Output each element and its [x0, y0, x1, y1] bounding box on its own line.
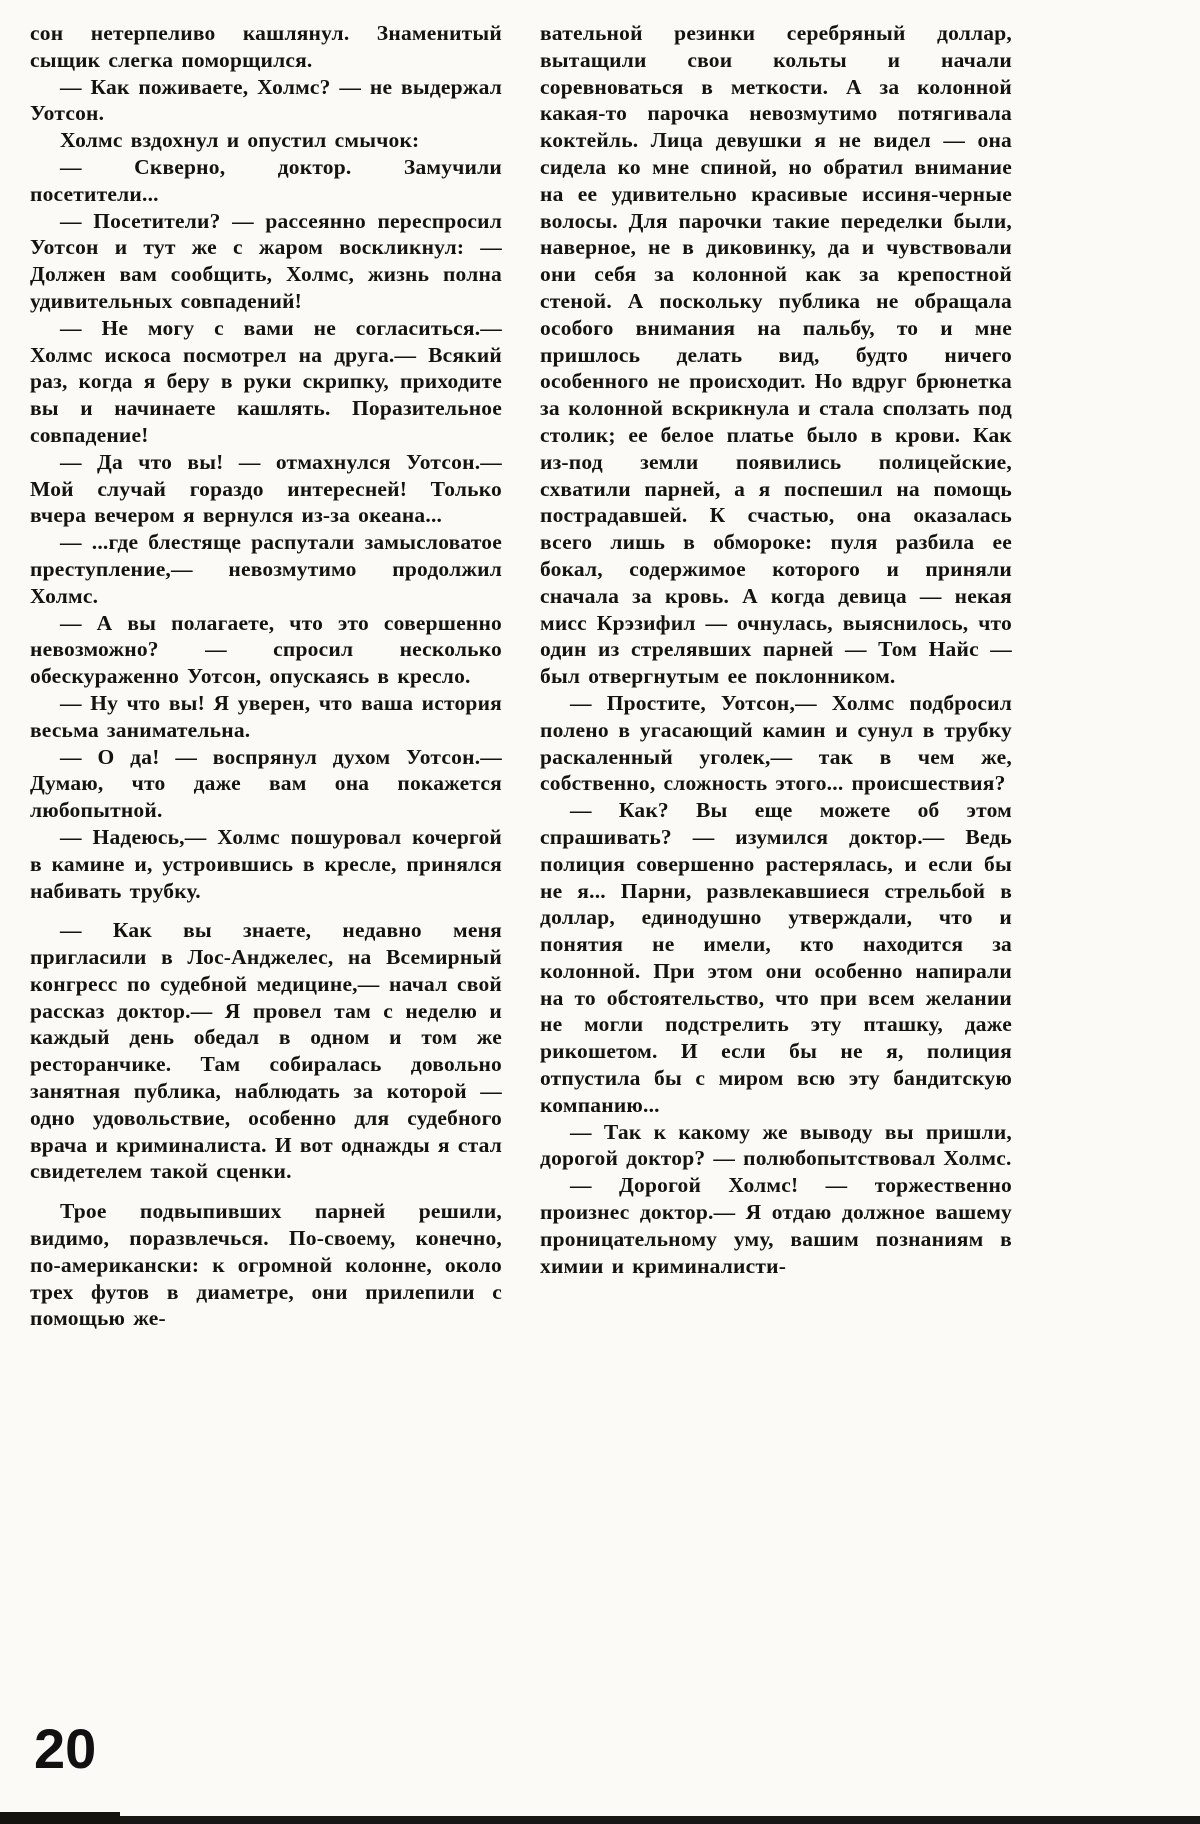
paragraph: — Скверно, доктор. Замучили посетители...	[30, 154, 502, 206]
paragraph: — Да что вы! — отмахнулся Уотсон.— Мой случай гораздо интересней! Только вчера вечером я вернулся из-за океана...	[30, 449, 502, 528]
paragraph: — ...где блестяще распутали замысловатое преступление,— невозмутимо продолжил Холмс.	[30, 530, 502, 608]
paragraph: — Посетители? — рассеянно переспросил Уотсон и тут же с жаром воскликнул: — Должен вам сообщить, Холмс, жизнь полна удивительных совпадений!	[30, 208, 502, 313]
page-number: 20	[34, 1717, 97, 1780]
scan-edge-artifact	[0, 1816, 1200, 1824]
paragraph: Холмс вздохнул и опустил смычок:	[60, 128, 420, 153]
paragraph: вательной резинки серебряный доллар, вытащили свои кольты и начали соревноваться в меткости. А за колонной какая-то парочка невозмутимо потягивала коктейль. Лица девушки я не видел — она сидела ко мне спиной, но обратил внимание на ее удивительно красивые иссиня-черные волосы. Для парочки такие переделки были, наверное, не в диковинку, да и чувствовали они себя за колонной как за крепостной стеной. А поскольку публика не обращала особого внимания на пальбу, то и мне пришлось делать вид, будто ничего особенного не происходит. Но вдруг брюнетка за колонной вскрикнула и стала сползать под столик; ее белое платье было в крови. Как из-под земли появились полицейские, схватили парней, а я поспешил на помощь пострадавшей. К счастью, она оказалась всего лишь в обмороке: пуля разбила ее бокал, содержимое которого и приняли сначала за кровь. А когда девица — некая мисс Крэзифил — очнулась, выяснилось, что один из стрелявших парней — Том Найс — был отвергнутым ее поклонником.	[540, 21, 1012, 689]
paragraph: сон нетерпеливо кашлянул. Знаменитый сыщик слегка поморщился.	[30, 21, 502, 72]
paragraph: — Ну что вы! Я уверен, что ваша история весьма занимательна.	[30, 690, 502, 742]
paragraph: Трое подвыпивших парней решили, видимо, поразвлечься. По-своему, конечно, по-американски: к огромной колонне, около трех футов в диаметре, они прилепили с помощью же-	[30, 1199, 502, 1331]
left-column	[30, 20, 502, 1332]
paragraph: — Как? Вы еще можете об этом спрашивать? — изумился доктор.— Ведь полиция совершенно растерялась, и если бы не я... Парни, развлекавшиеся стрельбой в доллар, единодушно утверждали, что и понятия не имели, кто находится за колонной. При этом они особенно напирали на то обстоятельство, что при всем желании не могли подстрелить эту пташку, даже рикошетом. И если бы не я, полиция отпустила бы с миром всю эту бандитскую компанию...	[540, 798, 1012, 1117]
paragraph: — Не могу с вами не согласиться.— Холмс искоса посмотрел на друга.— Всякий раз, когда я беру в руки скрипку, приходите вы и начинаете кашлять. Поразительное совпадение!	[30, 315, 502, 447]
paragraph: — О да! — воспрянул духом Уотсон.— Думаю, что даже вам она покажется любопытной.	[30, 744, 502, 823]
paragraph: — Так к какому же выводу вы пришли, дорогой доктор? — полюбопытствовал Холмс.	[540, 1119, 1012, 1171]
paragraph: — Как вы знаете, недавно меня пригласили в Лос-Анджелес, на Всемирный конгресс по судебной медицине,— начал свой рассказ доктор.— Я провел там с неделю и каждый день обедал в одном и том же ресторанчике. Там собиралась довольно занятная публика, наблюдать за которой — одно удовольствие, особенно для судебного врача и криминалиста. И вот однажды я стал свидетелем такой сценки.	[30, 918, 502, 1184]
right-column	[540, 20, 1012, 1332]
paragraph: — Простите, Уотсон,— Холмс подбросил полено в угасающий камин и сунул в трубку раскаленный уголек,— так в чем же, собственно, сложность этого... происшествия?	[540, 690, 1012, 796]
scan-edge-corner-artifact	[0, 1812, 120, 1824]
paragraph: — А вы полагаете, что это совершенно невозможно? — спросил несколько обескураженно Уотсон, опускаясь в кресло.	[30, 610, 502, 689]
paragraph: — Как поживаете, Холмс? — не выдержал Уотсон.	[30, 74, 502, 126]
text-columns	[30, 20, 1012, 1332]
paragraph: — Дорогой Холмс! — торжественно произнес доктор.— Я отдаю должное вашему проницательному уму, вашим познаниям в химии и криминалисти-	[540, 1173, 1012, 1278]
paragraph: — Надеюсь,— Холмс пошуровал кочергой в камине и, устроившись в кресле, принялся набивать трубку.	[30, 824, 502, 903]
